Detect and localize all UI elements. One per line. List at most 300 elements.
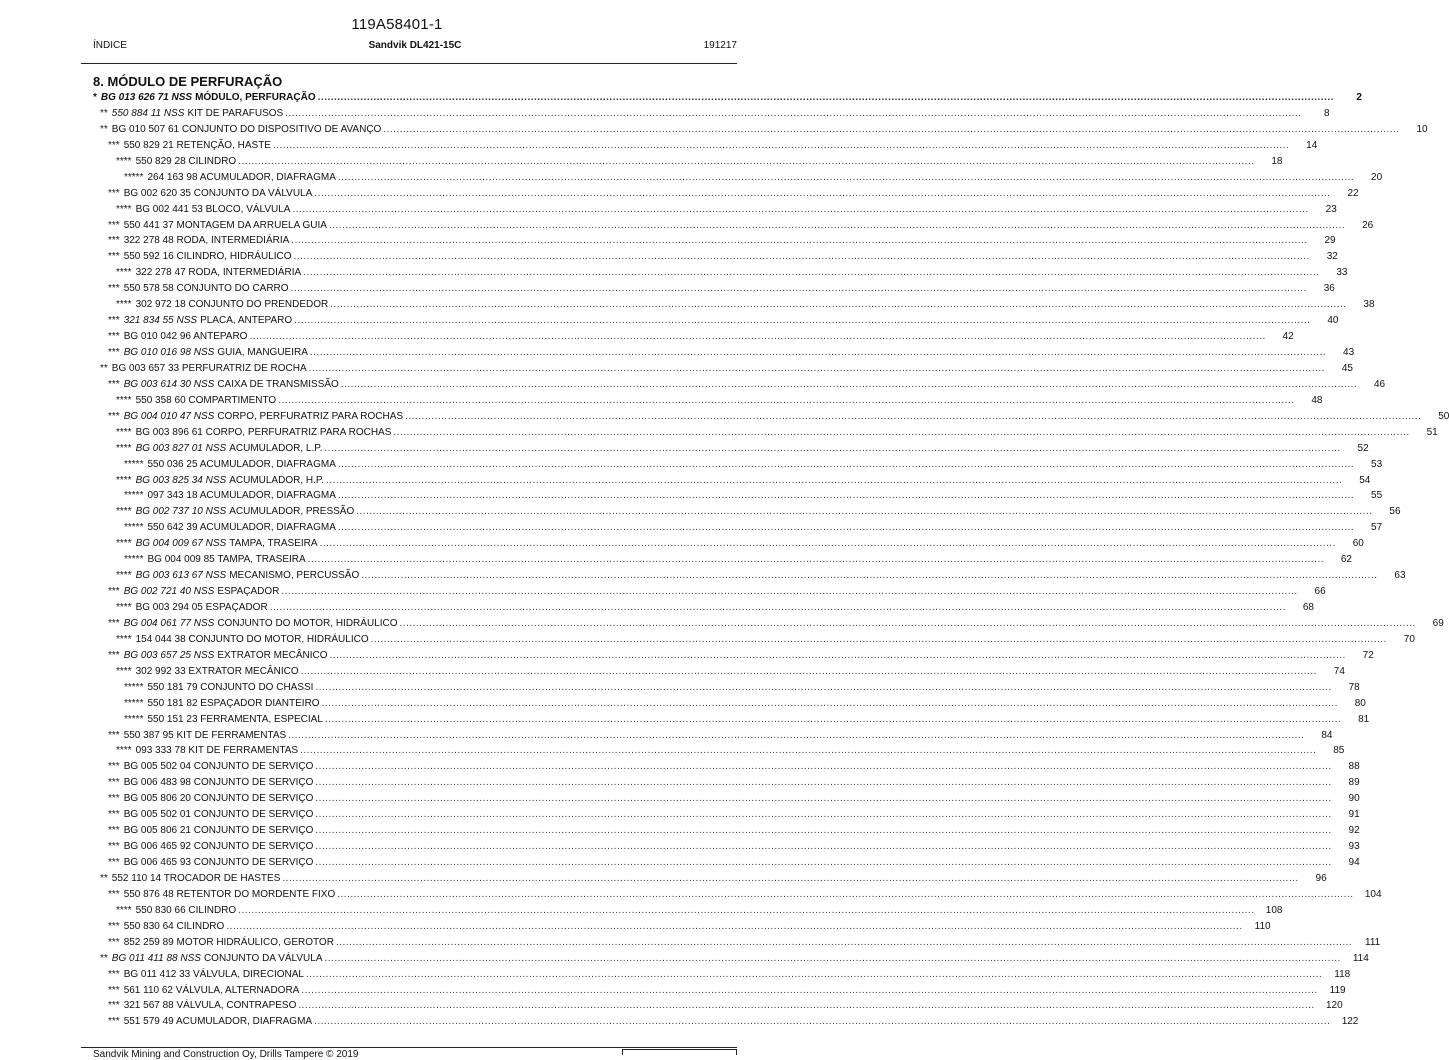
toc-entry[interactable] [0,249,1338,265]
level-marker: *** [108,809,120,821]
level-marker: *** [108,888,120,900]
part-number: 321 834 55 NSS [123,315,198,327]
toc-entry[interactable] [0,202,1337,218]
dot-leader [371,632,1387,648]
page-number: 120 [1325,1000,1343,1012]
toc-entry[interactable] [0,616,1444,632]
dot-leader [278,393,1294,409]
dot-leader [324,441,1340,457]
entry-title: 550 441 37 MONTAGEM DA ARRUELA GUIA [123,219,327,231]
level-marker: ***** [124,681,144,693]
toc-entry[interactable] [0,393,1323,409]
level-marker: *** [108,251,120,263]
dot-leader [337,887,1353,903]
level-marker: *** [108,793,120,805]
toc-entry[interactable] [0,759,1360,775]
dot-leader [291,233,1307,249]
level-marker: * [93,92,97,103]
level-marker: **** [116,904,132,916]
level-marker: ** [100,107,108,119]
toc-entry[interactable] [0,281,1335,297]
header-rule [81,63,737,64]
page-number: 110 [1254,920,1271,932]
toc-entry[interactable] [0,632,1415,648]
dot-leader [315,791,1331,807]
page-number: 60 [1352,538,1364,550]
part-number: BG 013 626 71 NSS [100,92,193,103]
entry-title: BG 005 502 01 CONJUNTO DE SERVIÇO [123,809,314,821]
toc-entry[interactable] [0,233,1336,249]
page-number: 91 [1348,809,1360,821]
page-number: 48 [1311,394,1323,406]
entry-title: BG 006 483 98 CONJUNTO DE SERVIÇO [123,777,314,789]
level-marker: *** [108,984,120,996]
page-header [93,40,737,54]
entry-title: 550 181 79 CONJUNTO DO CHASSI [147,681,314,693]
page-number: 118 [1334,968,1351,980]
page-number: 96 [1315,872,1327,884]
dot-leader [292,202,1308,218]
toc-entry[interactable] [0,186,1359,202]
entry-title: MÓDULO, PERFURAÇÃO [195,92,316,103]
part-number: BG 002 721 40 NSS [123,586,215,598]
dot-leader [315,680,1331,696]
dot-leader [309,361,1325,377]
level-marker: **** [116,299,132,311]
level-marker: ***** [124,171,144,183]
page-number: 84 [1321,729,1333,741]
toc-entry[interactable] [0,265,1348,281]
dot-leader [326,473,1342,489]
page-number: 26 [1362,219,1374,231]
toc-entry[interactable] [0,791,1360,807]
entry-title: BG 010 507 61 CONJUNTO DO DISPOSITIVO DE AVANÇO [111,123,382,135]
header-code: 191217 [703,40,737,51]
level-marker: *** [108,283,120,295]
level-marker: *** [108,139,120,151]
dot-leader [306,967,1322,983]
entry-title: 550 830 64 CILINDRO [123,920,225,932]
page-number: 114 [1352,952,1369,964]
page-number: 10 [1416,123,1428,135]
entry-title: 550 578 58 CONJUNTO DO CARRO [123,283,289,295]
dot-leader [308,552,1324,568]
dot-leader [338,170,1354,186]
level-marker: ** [100,123,108,135]
toc-entry[interactable] [0,473,1371,489]
level-marker: ** [100,362,108,374]
toc-entry[interactable] [0,536,1364,552]
page-number: 90 [1348,793,1360,805]
dot-leader [300,743,1316,759]
page-number: 42 [1282,331,1294,343]
entry-title: EXTRATOR MECÂNICO [217,649,328,661]
page-number: 50 [1438,410,1449,422]
entry-title: CORPO, PERFURATRIZ PARA ROCHAS [217,410,404,422]
entry-title: 321 567 88 VÁLVULA, CONTRAPESO [123,1000,297,1012]
page-number: 51 [1426,426,1438,438]
level-marker: *** [108,777,120,789]
toc-entry[interactable] [0,664,1345,680]
toc-entry[interactable] [0,377,1386,393]
part-number: BG 003 613 67 NSS [135,570,227,582]
page-number: 45 [1341,362,1353,374]
dot-leader [288,728,1304,744]
level-marker: **** [116,474,132,486]
entry-title: KIT DE PARAFUSOS [187,107,284,119]
entry-title: 322 278 48 RODA, INTERMEDIÁRIA [123,235,290,247]
level-marker: *** [108,347,120,358]
entry-title: BG 010 042 96 ANTEPARO [123,331,248,343]
toc-entry[interactable] [0,967,1351,983]
toc-entry[interactable] [0,90,1362,106]
part-number: BG 004 061 77 NSS [123,617,215,629]
entry-title: BG 006 465 92 CONJUNTO DE SERVIÇO [123,841,314,853]
toc-entry[interactable] [0,425,1438,441]
part-number: BG 004 009 67 NSS [135,538,227,550]
entry-title: 550 830 66 CILINDRO [135,904,237,916]
entry-title: ACUMULADOR, H.P. [229,474,325,486]
entry-title: 097 343 18 ACUMULADOR, DIAFRAGMA [147,490,336,502]
page-number: 78 [1348,681,1360,693]
level-marker: ***** [124,713,144,725]
level-marker: *** [108,219,120,231]
toc-entry[interactable] [0,855,1360,871]
toc-entry[interactable] [0,488,1383,504]
entry-title: TAMPA, TRASEIRA [229,538,318,550]
entry-title: 322 278 47 RODA, INTERMEDIÁRIA [135,267,302,279]
entry-title: 550 358 60 COMPARTIMENTO [135,394,277,406]
part-number: BG 003 827 01 NSS [135,442,227,454]
page-number: 53 [1371,458,1383,470]
entry-title: 852 259 89 MOTOR HIDRÁULICO, GEROTOR [123,936,334,948]
entry-title: BG 002 441 53 BLOCO, VÁLVULA [135,203,291,215]
toc-entry[interactable] [0,504,1401,520]
part-number: 550 884 11 NSS [111,107,185,119]
dot-leader [338,457,1354,473]
dot-leader [318,90,1334,106]
entry-title: CAIXA DE TRANSMISSÃO [217,378,339,390]
level-marker: **** [116,155,132,167]
page-number: 23 [1325,203,1337,215]
entry-title: MECANISMO, PERCUSSÃO [229,570,360,582]
toc-entry[interactable] [0,361,1353,377]
page-number: 111 [1365,936,1381,948]
entry-title: BG 003 896 61 CORPO, PERFURATRIZ PARA ROCHAS [135,426,392,438]
header-model: Sandvik DL421-15C [368,40,462,51]
entry-title: BG 005 806 20 CONJUNTO DE SERVIÇO [123,793,314,805]
dot-leader [338,488,1354,504]
dot-leader [301,664,1317,680]
page-number: 22 [1347,187,1359,199]
dot-leader [314,1014,1330,1030]
dot-leader [330,297,1346,313]
level-marker: **** [116,203,132,215]
page-number: 52 [1357,442,1369,454]
dot-leader [249,329,1265,345]
toc-entry[interactable] [0,935,1381,951]
page-number: 32 [1326,251,1338,263]
document-id: 119A58401-1 [351,16,443,33]
part-number: BG 004 010 47 NSS [123,410,215,422]
toc-entry[interactable] [0,568,1406,584]
toc-entry[interactable] [0,106,1330,122]
page-number: 92 [1348,825,1360,837]
dot-leader [320,536,1336,552]
level-marker: *** [108,378,120,390]
dot-leader [294,249,1310,265]
page-number: 29 [1324,235,1336,247]
entry-title: 551 579 49 ACUMULADOR, DIAFRAGMA [123,1016,313,1028]
entry-title: CONJUNTO DO MOTOR, HIDRÁULICO [217,617,398,629]
page-number: 14 [1306,139,1318,151]
level-marker: **** [116,394,132,406]
page-number: 62 [1340,554,1352,566]
part-number: BG 011 411 88 NSS [111,952,201,964]
page-number: 43 [1343,347,1355,358]
entry-title: BG 006 465 93 CONJUNTO DE SERVIÇO [123,857,314,868]
dot-leader [315,839,1331,855]
footer-rule [81,1047,737,1048]
dot-leader [294,313,1310,329]
toc-entry[interactable] [0,919,1271,935]
dot-leader [281,584,1297,600]
page-number: 40 [1327,315,1339,327]
toc-entry[interactable] [0,552,1352,568]
dot-leader [291,281,1307,297]
page-number: 72 [1362,649,1374,661]
dot-leader [282,871,1298,887]
dot-leader [310,345,1326,361]
dot-leader [383,122,1399,138]
entry-title: 550 642 39 ACUMULADOR, DIAFRAGMA [147,522,336,534]
toc-entry[interactable] [0,218,1374,234]
dot-leader [325,712,1341,728]
dot-leader [226,919,1242,935]
level-marker: *** [108,761,120,773]
toc-entry[interactable] [0,951,1369,967]
entry-title: 550 829 28 CILINDRO [135,155,237,167]
level-marker: **** [116,665,132,677]
level-marker: *** [108,1016,120,1028]
toc-entry[interactable] [0,807,1360,823]
toc-entry[interactable] [0,329,1294,345]
toc-entry[interactable] [0,345,1355,361]
entry-title: 550 829 21 RETENÇÃO, HASTE [123,139,271,151]
dot-leader [314,186,1330,202]
dot-leader [393,425,1409,441]
dot-leader [322,696,1338,712]
level-marker: **** [116,745,132,757]
toc-entry[interactable] [0,823,1360,839]
level-marker: *** [108,968,120,980]
page-number: 88 [1348,761,1360,773]
page-number: 36 [1323,283,1335,295]
page-number: 56 [1389,506,1401,518]
level-marker: *** [108,857,120,868]
page-number: 33 [1336,267,1348,279]
dot-leader [400,616,1416,632]
page-number: 122 [1341,1016,1359,1028]
part-number: BG 002 737 10 NSS [135,506,227,518]
page-number: 20 [1371,171,1383,183]
level-marker: **** [116,570,132,582]
part-number: BG 003 657 25 NSS [123,649,215,661]
toc-entry[interactable] [0,775,1360,791]
page-number: 46 [1373,378,1386,390]
entry-title: PLACA, ANTEPARO [200,315,293,327]
entry-title: GUIA, MANGUEIRA [217,347,308,358]
level-marker: *** [108,936,120,948]
page-number: 89 [1348,777,1360,789]
level-marker: **** [116,426,132,438]
entry-title: 550 876 48 RETENTOR DO MORDENTE FIXO [123,888,336,900]
section-title: 8. MÓDULO DE PERFURAÇÃO [93,74,283,89]
dot-leader [270,600,1286,616]
toc-entry[interactable] [0,600,1314,616]
toc-entry[interactable] [0,680,1360,696]
page-number: 66 [1314,586,1326,598]
page-number: 68 [1302,602,1314,613]
level-marker: *** [108,825,120,837]
toc-entry[interactable] [0,409,1449,425]
entry-title: BG 002 620 35 CONJUNTO DA VÁLVULA [123,187,313,199]
toc-entry[interactable] [0,520,1383,536]
dot-leader [405,409,1421,425]
dot-leader [315,855,1331,871]
level-marker: *** [108,1000,120,1012]
page-number: 74 [1333,665,1345,677]
toc-entry[interactable] [0,1014,1359,1030]
page-number: 94 [1348,857,1360,868]
level-marker: *** [108,586,120,598]
level-marker: **** [116,633,132,645]
dot-leader [315,759,1331,775]
dot-leader [361,568,1377,584]
dot-leader [315,823,1331,839]
entry-title: BG 011 412 33 VÁLVULA, DIRECIONAL [123,968,304,980]
toc-entry[interactable] [0,313,1339,329]
dot-leader [238,903,1254,919]
level-marker: *** [108,649,120,661]
level-marker: *** [108,235,120,247]
header-index-label: ÍNDICE [93,40,127,51]
level-marker: ***** [124,697,144,709]
toc-entry[interactable] [0,138,1318,154]
part-number: BG 010 016 98 NSS [123,347,215,358]
level-marker: **** [116,267,132,279]
level-marker: *** [108,187,120,199]
dot-leader [330,648,1346,664]
entry-title: 561 110 62 VÁLVULA, ALTERNADORA [123,984,300,996]
dot-leader [298,998,1314,1014]
dot-leader [285,106,1301,122]
level-marker: *** [108,920,120,932]
entry-title: 550 592 16 CILINDRO, HIDRÁULICO [123,251,292,263]
dot-leader [315,807,1331,823]
table-of-contents [0,90,1449,1030]
entry-title: ACUMULADOR, PRESSÃO [229,506,355,518]
page-number: 119 [1329,984,1346,996]
toc-entry[interactable] [0,154,1283,170]
dot-leader [315,775,1331,791]
level-marker: ***** [124,490,144,502]
toc-entry[interactable] [0,170,1383,186]
toc-entry[interactable] [0,696,1366,712]
entry-title: 302 992 33 EXTRATOR MECÂNICO [135,665,299,677]
level-marker: ***** [124,458,144,470]
toc-entry[interactable] [0,998,1343,1014]
page-number: 8 [1323,107,1330,119]
toc-entry[interactable] [0,887,1382,903]
toc-entry[interactable] [0,839,1360,855]
page-number: 104 [1364,888,1382,900]
page-number: 54 [1359,474,1371,486]
entry-title: ESPAÇADOR [217,586,280,598]
toc-entry[interactable] [0,871,1327,887]
entry-title: BG 004 009 85 TAMPA, TRASEIRA [147,554,306,566]
entry-title: CONJUNTO DA VÁLVULA [203,952,323,964]
entry-title: ACUMULADOR, L.P. [229,442,323,454]
entry-title: BG 003 294 05 ESPAÇADOR [135,602,268,613]
dot-leader [303,265,1319,281]
level-marker: ***** [124,522,144,534]
level-marker: *** [108,617,120,629]
dot-leader [338,520,1354,536]
toc-entry[interactable] [0,584,1326,600]
page-number: 55 [1371,490,1383,502]
toc-entry[interactable] [0,297,1375,313]
footer-copyright: Sandvik Mining and Construction Oy, Drills Tampere © 2019 [93,1049,359,1060]
toc-entry[interactable] [0,648,1374,664]
entry-title: 550 181 82 ESPAÇADOR DIANTEIRO [147,697,320,709]
level-marker: *** [108,410,120,422]
toc-entry[interactable] [0,743,1345,759]
dot-leader [238,154,1254,170]
page-number: 93 [1348,841,1360,853]
toc-entry[interactable] [0,441,1369,457]
level-marker: **** [116,538,132,550]
level-marker: *** [108,841,120,853]
toc-entry[interactable] [0,983,1346,999]
entry-title: 154 044 38 CONJUNTO DO MOTOR, HIDRÁULICO [135,633,369,645]
page-number: 108 [1265,904,1283,916]
page-number: 2 [1356,92,1362,103]
entry-title: 550 151 23 FERRAMENTA, ESPECIAL [147,713,323,725]
dot-leader [329,218,1345,234]
entry-title: 302 972 18 CONJUNTO DO PRENDEDOR [135,299,329,311]
entry-title: 552 110 14 TROCADOR DE HASTES [111,872,281,884]
page-number: 80 [1354,697,1366,709]
toc-entry[interactable] [0,728,1333,744]
toc-entry[interactable] [0,712,1370,728]
toc-entry[interactable] [0,122,1428,138]
entry-title: 264 163 98 ACUMULADOR, DIAFRAGMA [147,171,336,183]
page-number: 81 [1358,713,1370,725]
page-number: 69 [1432,617,1444,629]
level-marker: **** [116,442,132,454]
page-number: 63 [1394,570,1406,582]
page-number: 85 [1333,745,1345,757]
dot-leader [325,951,1341,967]
entry-title: BG 005 502 04 CONJUNTO DE SERVIÇO [123,761,314,773]
entry-title: BG 005 806 21 CONJUNTO DE SERVIÇO [123,825,314,837]
toc-entry[interactable] [0,457,1383,473]
page-number: 18 [1271,155,1283,167]
dot-leader [341,377,1357,393]
toc-entry[interactable] [0,903,1283,919]
page-number: 38 [1363,299,1375,311]
